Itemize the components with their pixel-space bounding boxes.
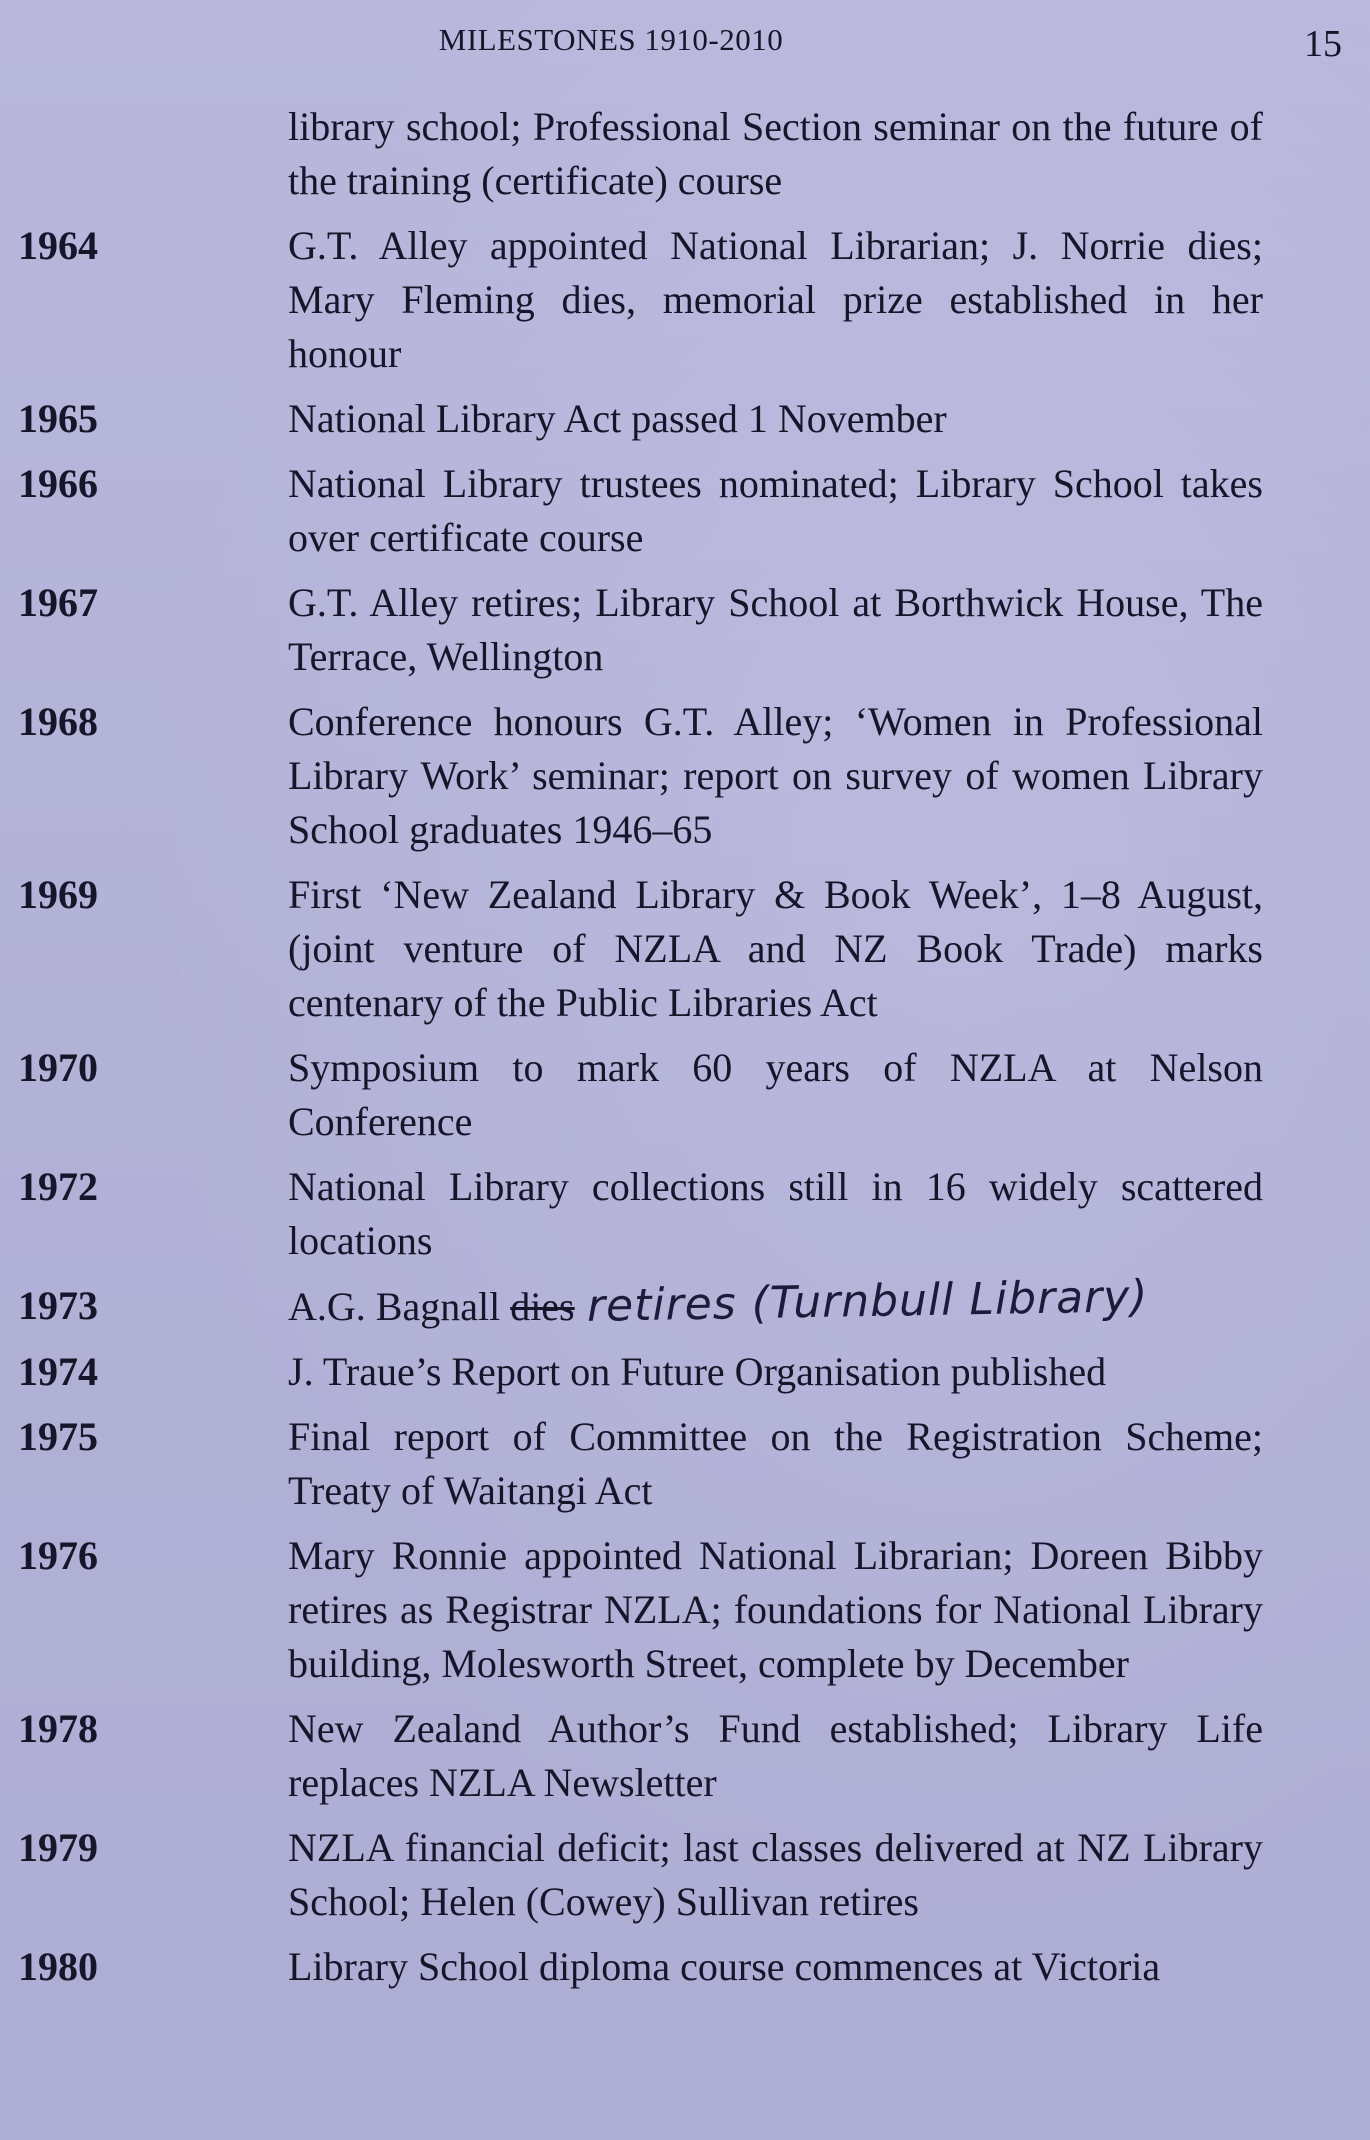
- entry-year: 1967: [18, 580, 98, 625]
- entry-text: Final report of Committee on the Registration Scheme; Treaty of Waitangi Act: [288, 1414, 1263, 1513]
- entry-1978: [0, 1702, 1370, 1810]
- entry-year: 1964: [18, 223, 98, 268]
- entry-continuation: [0, 100, 1370, 208]
- entry-year: 1975: [18, 1414, 98, 1459]
- entry-1972: [0, 1160, 1370, 1268]
- entry-year: 1978: [18, 1706, 98, 1751]
- entry-text-printed: A.G. Bagnall: [288, 1284, 501, 1329]
- entry-1966: [0, 457, 1370, 565]
- handwritten-annotation: retires (Turnbull Library): [586, 1271, 1149, 1332]
- struck-out-word: dies: [510, 1284, 575, 1329]
- entry-1964: [0, 219, 1370, 381]
- entry-1976: [0, 1529, 1370, 1691]
- entry-text: J. Traue’s Report on Future Organisation published: [288, 1349, 1107, 1394]
- entry-1979: [0, 1821, 1370, 1929]
- entry-1965: [0, 392, 1370, 446]
- entry-1974: [0, 1345, 1370, 1399]
- entry-text: First ‘New Zealand Library & Book Week’, 1–8 August, (joint venture of NZLA and NZ Book Trade) marks centenary of the Public Libraries Act: [288, 872, 1263, 1025]
- entry-text: [288, 1271, 1263, 1334]
- entry-year: 1973: [18, 1283, 98, 1328]
- entry-text: library school; Professional Section seminar on the future of the training (certificate) course: [288, 104, 1263, 203]
- entry-year: 1969: [18, 872, 98, 917]
- entry-1970: [0, 1041, 1370, 1149]
- entry-text: National Library collections still in 16 widely scattered locations: [288, 1164, 1263, 1263]
- entry-text: National Library Act passed 1 November: [288, 396, 947, 441]
- entry-year: 1968: [18, 699, 98, 744]
- entry-year: 1966: [18, 461, 98, 506]
- entry-text: Mary Ronnie appointed National Librarian; Doreen Bibby retires as Registrar NZLA; foundations for National Library building, Molesworth Street, complete by December: [288, 1533, 1263, 1686]
- entry-year: 1976: [18, 1533, 98, 1578]
- entry-1973: [0, 1271, 1370, 1334]
- entry-text: NZLA financial deficit; last classes delivered at NZ Library School; Helen (Cowey) Sullivan retires: [288, 1825, 1263, 1924]
- running-head: MILESTONES 1910-2010: [438, 22, 784, 57]
- entry-year: 1965: [18, 396, 98, 441]
- entry-text: G.T. Alley retires; Library School at Borthwick House, The Terrace, Wellington: [288, 580, 1263, 679]
- entry-year: 1980: [18, 1944, 98, 1989]
- entry-year: 1974: [18, 1349, 98, 1394]
- entry-text: New Zealand Author’s Fund established; Library Life replaces NZLA Newsletter: [288, 1706, 1263, 1805]
- entry-year: 1972: [18, 1164, 98, 1209]
- entry-year: 1979: [18, 1825, 98, 1870]
- milestones-list: [0, 100, 1370, 2005]
- entry-text: Library School diploma course commences at Victoria: [288, 1944, 1161, 1989]
- page-number: 15: [1304, 23, 1342, 65]
- entry-text: Conference honours G.T. Alley; ‘Women in Professional Library Work’ seminar; report on survey of women Library School graduates 1946–65: [288, 699, 1263, 852]
- entry-text: National Library trustees nominated; Library School takes over certificate course: [288, 461, 1263, 560]
- entry-1969: [0, 868, 1370, 1030]
- entry-1968: [0, 695, 1370, 857]
- entry-text: Symposium to mark 60 years of NZLA at Nelson Conference: [288, 1045, 1263, 1144]
- entry-text: G.T. Alley appointed National Librarian; J. Norrie dies; Mary Fleming dies, memorial prize established in her honour: [288, 223, 1263, 376]
- entry-1980: [0, 1940, 1370, 1994]
- entry-1967: [0, 576, 1370, 684]
- entry-1975: [0, 1410, 1370, 1518]
- entry-year: 1970: [18, 1045, 98, 1090]
